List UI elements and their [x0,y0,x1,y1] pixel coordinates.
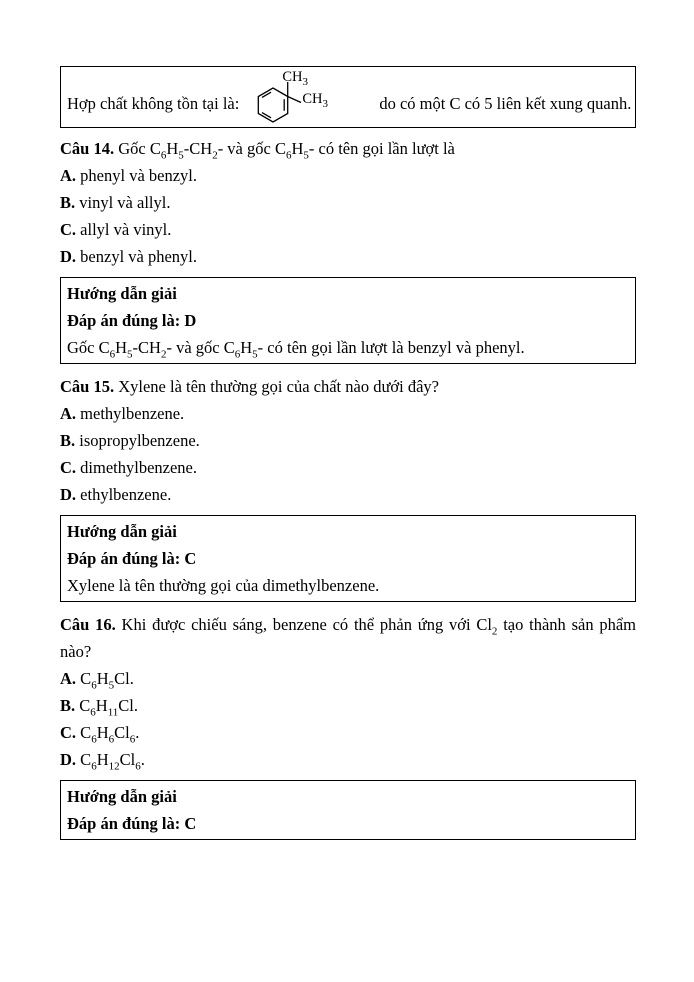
option-letter: D. [60,750,77,769]
solution-box-15 [60,515,636,602]
question-14 [60,135,636,364]
benzene-structure-diagram [243,69,355,125]
document-page [60,66,636,849]
option-letter: C. [60,723,77,742]
option-letter: B. [60,193,76,212]
option-text: methylbenzene. [80,404,185,423]
solution-box-16 [60,780,636,840]
option-letter: D. [60,247,77,266]
question-15-text: Xylene là tên thường gọi của chất nào dưới đây? [118,377,439,396]
question-15-text-line [60,373,636,400]
solution-heading: Hướng dẫn giải [67,284,177,303]
question-15 [60,373,636,602]
question-15-option-d [60,481,636,508]
note-suffix-text: do có một C có 5 liên kết xung quanh. [379,94,632,113]
question-16-option-d [60,746,636,773]
question-16-option-b [60,692,636,719]
option-text: $C_6H_{12}Cl_6$. [80,750,145,773]
question-14-option-c [60,216,636,243]
question-16 [60,611,636,840]
option-letter: B. [60,696,76,715]
ch3-label-right: $CH_3$ [302,91,328,110]
question-16-option-a [60,665,636,692]
option-text: phenyl và benzyl. [80,166,198,185]
question-15-option-c [60,454,636,481]
solution-explanation: Gốc $C_6H_5-CH_2-$ và gốc $C_6H_5-$ có tên gọi lần lượt là benzyl và phenyl. [67,338,525,361]
question-16-number: Câu 16. [60,615,116,634]
ch3-label-top: $CH_3$ [282,69,308,88]
option-text: isopropylbenzene. [79,431,200,450]
option-text: ethylbenzene. [80,485,172,504]
solution-heading: Hướng dẫn giải [67,522,177,541]
question-15-option-b [60,427,636,454]
option-text: dimethylbenzene. [80,458,198,477]
question-14-number: Câu 14. [60,139,115,158]
solution-answer: Đáp án đúng là: D [67,311,197,330]
question-14-option-d [60,243,636,270]
solution-answer: Đáp án đúng là: C [67,549,197,568]
option-letter: C. [60,458,77,477]
question-14-option-a [60,162,636,189]
option-text: allyl và vinyl. [80,220,172,239]
question-15-option-a [60,400,636,427]
option-text: $C_6H_5Cl$. [80,669,134,692]
option-text: benzyl và phenyl. [80,247,198,266]
question-14-text: Gốc $C_6H_5-CH_2-$ và gốc $C_6H_5-$ có tên gọi lần lượt là [118,139,455,162]
question-16-text: Khi được chiếu sáng, benzene có thể phản ứng với $Cl_2$ tạo thành sản phẩm nào? [60,615,637,661]
option-letter: B. [60,431,76,450]
option-text: vinyl và allyl. [79,193,171,212]
question-16-option-c [60,719,636,746]
option-letter: D. [60,485,77,504]
note-prefix-text: Hợp chất không tồn tại là: [67,94,240,113]
option-text: $C_6H_6Cl_6$. [80,723,140,746]
note-box [60,66,636,128]
option-letter: C. [60,220,77,239]
option-text: $C_6H_{11}Cl$. [79,696,139,719]
question-14-option-b [60,189,636,216]
question-15-number: Câu 15. [60,377,115,396]
option-letter: A. [60,166,77,185]
solution-answer: Đáp án đúng là: C [67,814,197,833]
option-letter: A. [60,404,77,423]
solution-heading: Hướng dẫn giải [67,787,177,806]
option-letter: A. [60,669,77,688]
solution-box-14 [60,277,636,364]
question-14-text-line [60,135,636,162]
solution-explanation: Xylene là tên thường gọi của dimethylbenzene. [67,576,380,595]
question-16-text-line [60,611,636,665]
